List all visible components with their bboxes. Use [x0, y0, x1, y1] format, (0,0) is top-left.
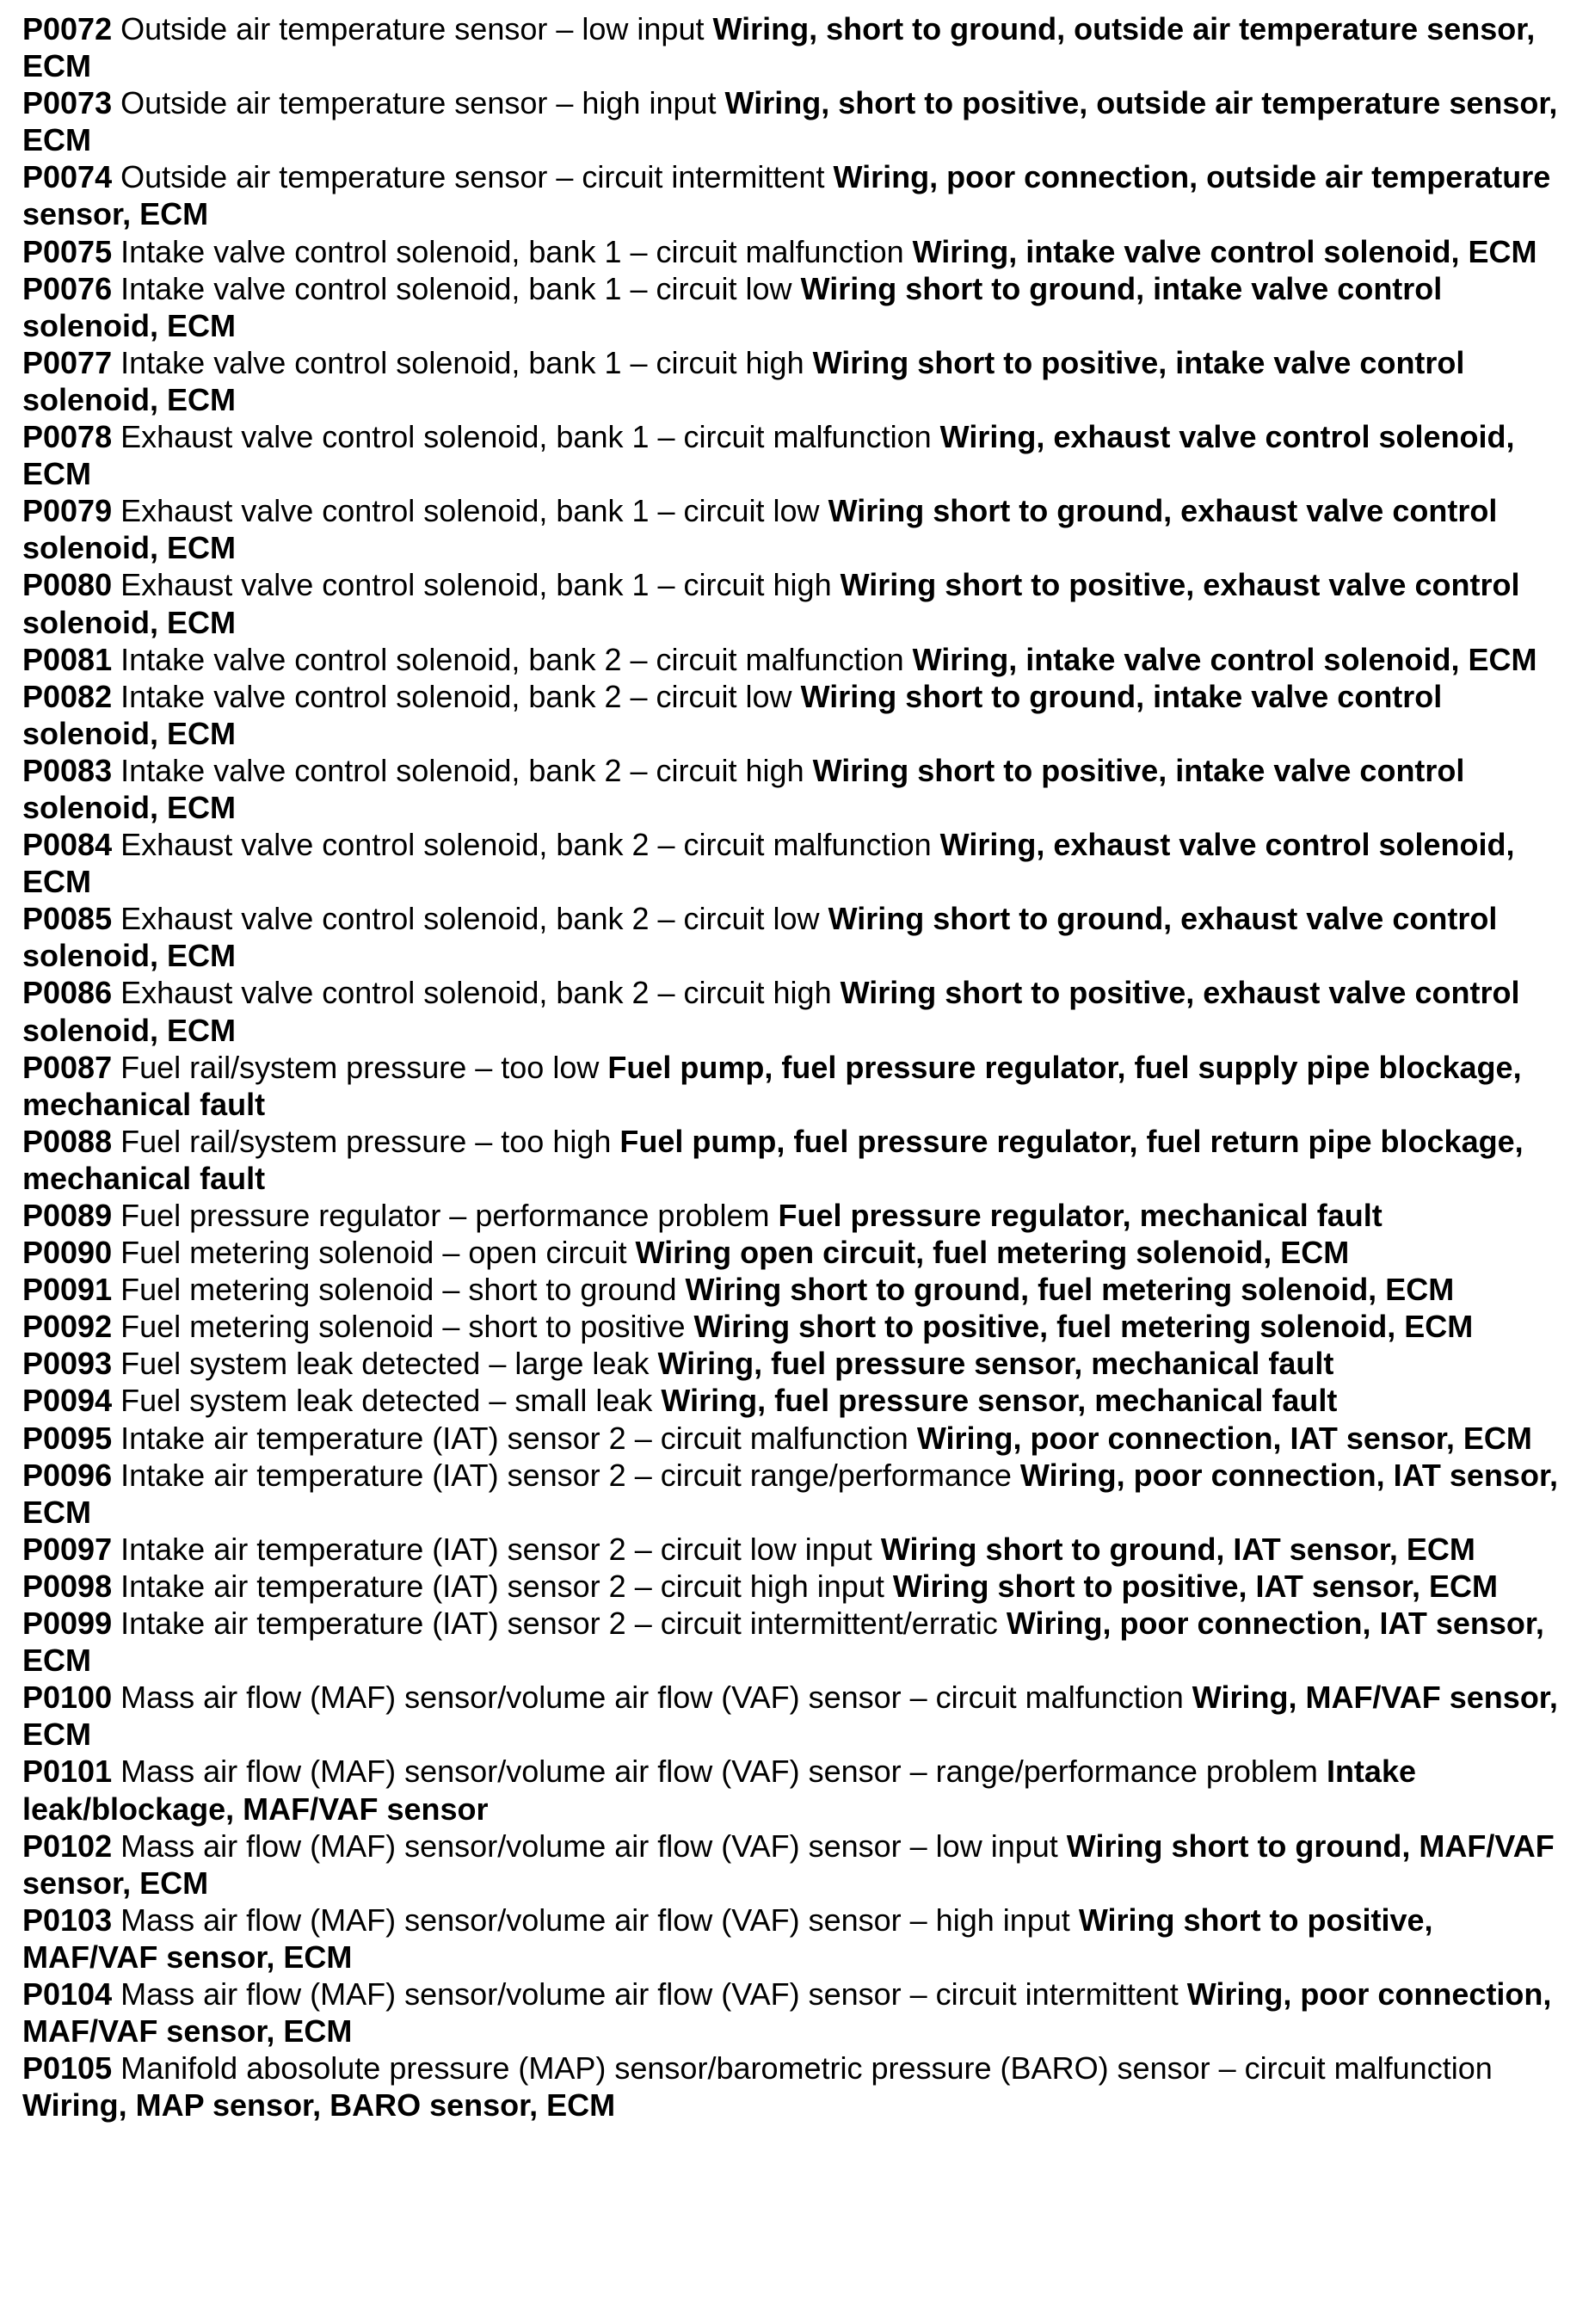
- dtc-code: P0079: [22, 493, 113, 529]
- dtc-description: Intake valve control solenoid, bank 1 – circuit malfunction: [120, 233, 904, 269]
- dtc-entry: [22, 1568, 1571, 1605]
- dtc-description: Intake valve control solenoid, bank 2 – circuit low: [120, 678, 792, 714]
- dtc-possible-causes: Wiring, poor connection, IAT sensor, ECM: [916, 1420, 1532, 1456]
- dtc-code: P0074: [22, 159, 113, 195]
- dtc-entry: [22, 270, 1571, 344]
- dtc-description: Exhaust valve control solenoid, bank 1 – circuit malfunction: [120, 419, 932, 455]
- dtc-possible-causes: Wiring, poor connection, outside air temperature sensor, ECM: [22, 159, 1551, 232]
- dtc-entry: [22, 752, 1571, 826]
- dtc-entry: [22, 1123, 1571, 1197]
- dtc-code: P0098: [22, 1568, 113, 1604]
- dtc-code: P0092: [22, 1309, 113, 1345]
- dtc-possible-causes: Wiring, exhaust valve control solenoid, ECM: [22, 827, 1515, 900]
- dtc-possible-causes: Fuel pump, fuel pressure regulator, fuel return pipe blockage,: [619, 1123, 1524, 1159]
- dtc-code: P0097: [22, 1531, 113, 1567]
- dtc-code: P0095: [22, 1420, 113, 1456]
- dtc-description: Fuel rail/system pressure – too low: [120, 1049, 600, 1085]
- dtc-description: Fuel metering solenoid – short to ground: [120, 1272, 677, 1308]
- dtc-possible-causes: Wiring, fuel pressure sensor, mechanical fault: [657, 1346, 1334, 1382]
- dtc-possible-causes: Wiring short to positive, intake valve control solenoid, ECM: [22, 752, 1465, 825]
- dtc-possible-causes: Wiring short to ground, MAF/VAF sensor, ECM: [22, 1828, 1555, 1901]
- dtc-description: Outside air temperature sensor – circuit intermittent: [120, 159, 825, 195]
- dtc-description: Fuel metering solenoid – short to positive: [120, 1309, 686, 1345]
- dtc-code: P0105: [22, 2050, 113, 2087]
- dtc-code: P0099: [22, 1606, 113, 1642]
- dtc-description: Intake valve control solenoid, bank 1 – circuit high: [120, 344, 804, 380]
- dtc-description: Mass air flow (MAF) sensor/volume air flow (VAF) sensor – high input: [120, 1902, 1070, 1938]
- dtc-description: Intake valve control solenoid, bank 2 – circuit high: [120, 752, 804, 788]
- dtc-possible-causes: Wiring, poor connection, IAT sensor, ECM: [22, 1606, 1544, 1679]
- dtc-entry: [22, 1049, 1571, 1123]
- dtc-description: Exhaust valve control solenoid, bank 1 – circuit high: [120, 567, 832, 603]
- dtc-description: Fuel system leak detected – large leak: [120, 1346, 650, 1382]
- dtc-code: P0082: [22, 678, 113, 714]
- dtc-entry: [22, 900, 1571, 974]
- dtc-possible-causes: Wiring short to positive, intake valve control solenoid, ECM: [22, 344, 1465, 417]
- dtc-description: Outside air temperature sensor – high input: [120, 85, 717, 121]
- dtc-code: P0084: [22, 827, 113, 863]
- dtc-description: Intake air temperature (IAT) sensor 2 – circuit range/performance: [120, 1457, 1012, 1493]
- dtc-code: P0104: [22, 1976, 113, 2012]
- dtc-possible-causes: Wiring short to positive, MAF/VAF sensor, ECM: [22, 1902, 1433, 1975]
- dtc-code: P0094: [22, 1383, 113, 1419]
- dtc-entry-list: [22, 10, 1585, 2124]
- dtc-entry: [22, 158, 1571, 232]
- dtc-description: Exhaust valve control solenoid, bank 2 – circuit low: [120, 901, 820, 937]
- dtc-entry: [22, 1234, 1571, 1271]
- dtc-entry: [22, 1753, 1571, 1827]
- dtc-entry: [22, 1902, 1571, 1976]
- dtc-possible-causes: Wiring, exhaust valve control solenoid, ECM: [22, 419, 1515, 492]
- dtc-code: P0087: [22, 1049, 113, 1085]
- dtc-possible-causes: Wiring, fuel pressure sensor, mechanical fault: [661, 1383, 1338, 1419]
- dtc-code: P0100: [22, 1680, 113, 1716]
- dtc-entry: [22, 492, 1571, 566]
- dtc-entry: [22, 974, 1571, 1048]
- dtc-possible-causes: Wiring short to ground, fuel metering solenoid, ECM: [685, 1272, 1455, 1308]
- dtc-possible-causes-continued: mechanical fault: [22, 1086, 266, 1122]
- dtc-possible-causes: Wiring, poor connection, MAF/VAF sensor, ECM: [22, 1976, 1552, 2050]
- dtc-possible-causes: Wiring short to positive, IAT sensor, ECM: [892, 1568, 1498, 1604]
- dtc-code: P0091: [22, 1272, 113, 1308]
- dtc-code: P0088: [22, 1123, 113, 1159]
- dtc-entry: [22, 1345, 1571, 1382]
- dtc-description: Outside air temperature sensor – low input: [120, 11, 705, 46]
- dtc-possible-causes: Intake leak/blockage, MAF/VAF sensor: [22, 1754, 1416, 1827]
- dtc-code: P0076: [22, 270, 113, 306]
- dtc-code: P0081: [22, 641, 113, 677]
- dtc-entry: [22, 1457, 1571, 1531]
- dtc-entry: [22, 566, 1571, 640]
- dtc-document: [22, 10, 1585, 2124]
- dtc-description: Intake valve control solenoid, bank 1 – circuit low: [120, 270, 792, 306]
- dtc-possible-causes: Wiring short to positive, exhaust valve control solenoid, ECM: [22, 975, 1520, 1048]
- dtc-entry: [22, 1308, 1571, 1345]
- dtc-possible-causes: Wiring, intake valve control solenoid, ECM: [912, 233, 1537, 269]
- dtc-entry: [22, 84, 1571, 158]
- dtc-entry: [22, 2050, 1571, 2124]
- dtc-possible-causes: Wiring, MAF/VAF sensor, ECM: [22, 1680, 1558, 1753]
- dtc-description: Intake valve control solenoid, bank 2 – circuit malfunction: [120, 641, 904, 677]
- dtc-possible-causes: Wiring, short to ground, outside air temperature sensor, ECM: [22, 11, 1536, 84]
- dtc-possible-causes: Fuel pressure regulator, mechanical fault: [778, 1198, 1383, 1233]
- dtc-description: Intake air temperature (IAT) sensor 2 – circuit malfunction: [120, 1420, 908, 1456]
- dtc-entry: [22, 678, 1571, 752]
- dtc-entry: [22, 1531, 1571, 1568]
- dtc-possible-causes: Wiring short to positive, fuel metering solenoid, ECM: [693, 1309, 1474, 1345]
- dtc-possible-causes: Wiring short to ground, exhaust valve control solenoid, ECM: [22, 493, 1498, 566]
- dtc-description: Mass air flow (MAF) sensor/volume air flow (VAF) sensor – circuit malfunction: [120, 1680, 1184, 1716]
- dtc-code: P0093: [22, 1346, 113, 1382]
- dtc-entry: [22, 233, 1571, 270]
- dtc-code: P0096: [22, 1457, 113, 1493]
- dtc-code: P0080: [22, 567, 113, 603]
- dtc-description: Manifold abosolute pressure (MAP) sensor/barometric pressure (BARO) sensor – circuit malfunction: [120, 2050, 1493, 2087]
- dtc-entry: [22, 1605, 1571, 1679]
- dtc-possible-causes: Wiring, short to positive, outside air temperature sensor, ECM: [22, 85, 1558, 158]
- dtc-entry: [22, 826, 1571, 900]
- dtc-code: P0086: [22, 975, 113, 1011]
- dtc-entry: [22, 1382, 1571, 1419]
- dtc-description: Intake air temperature (IAT) sensor 2 – circuit low input: [120, 1531, 872, 1567]
- dtc-code: P0075: [22, 233, 113, 269]
- dtc-possible-causes: Wiring, intake valve control solenoid, ECM: [912, 641, 1537, 677]
- dtc-description: Intake air temperature (IAT) sensor 2 – circuit intermittent/erratic: [120, 1606, 998, 1642]
- dtc-description: Fuel pressure regulator – performance problem: [120, 1198, 770, 1233]
- dtc-code: P0078: [22, 419, 113, 455]
- dtc-possible-causes: Wiring open circuit, fuel metering solenoid, ECM: [635, 1235, 1350, 1271]
- dtc-description: Fuel metering solenoid – open circuit: [120, 1235, 627, 1271]
- dtc-code: P0083: [22, 752, 113, 788]
- dtc-code: P0085: [22, 901, 113, 937]
- dtc-possible-causes: Wiring short to ground, exhaust valve control solenoid, ECM: [22, 901, 1498, 974]
- dtc-entry: [22, 10, 1571, 84]
- dtc-description: Intake air temperature (IAT) sensor 2 – circuit high input: [120, 1568, 884, 1604]
- dtc-description: Mass air flow (MAF) sensor/volume air flow (VAF) sensor – low input: [120, 1828, 1058, 1864]
- dtc-code: P0090: [22, 1235, 113, 1271]
- dtc-description: Fuel rail/system pressure – too high: [120, 1123, 612, 1159]
- dtc-description: Exhaust valve control solenoid, bank 2 – circuit high: [120, 975, 832, 1011]
- dtc-code: P0101: [22, 1754, 113, 1790]
- dtc-description: Mass air flow (MAF) sensor/volume air flow (VAF) sensor – circuit intermittent: [120, 1976, 1179, 2012]
- dtc-entry: [22, 641, 1571, 678]
- dtc-possible-causes: Wiring short to ground, intake valve control solenoid, ECM: [22, 678, 1443, 751]
- dtc-possible-causes: Wiring short to ground, IAT sensor, ECM: [880, 1531, 1475, 1567]
- dtc-description: Exhaust valve control solenoid, bank 1 – circuit low: [120, 493, 820, 529]
- dtc-entry: [22, 1197, 1571, 1234]
- dtc-code: P0077: [22, 344, 113, 380]
- dtc-code: P0089: [22, 1198, 113, 1233]
- dtc-code: P0103: [22, 1902, 113, 1938]
- dtc-code: P0072: [22, 11, 113, 46]
- dtc-entry: [22, 418, 1571, 492]
- dtc-entry: [22, 1976, 1571, 2050]
- dtc-description: Mass air flow (MAF) sensor/volume air flow (VAF) sensor – range/performance problem: [120, 1754, 1318, 1790]
- dtc-possible-causes-continued: mechanical fault: [22, 1160, 266, 1196]
- dtc-entry: [22, 1828, 1571, 1902]
- dtc-possible-causes: Wiring short to positive, exhaust valve control solenoid, ECM: [22, 567, 1520, 640]
- dtc-possible-causes: Wiring, poor connection, IAT sensor, ECM: [22, 1457, 1558, 1530]
- dtc-possible-causes: Wiring short to ground, intake valve control solenoid, ECM: [22, 270, 1443, 343]
- dtc-possible-causes: Wiring, MAP sensor, BARO sensor, ECM: [22, 2087, 616, 2124]
- dtc-description: Fuel system leak detected – small leak: [120, 1383, 653, 1419]
- dtc-code: P0073: [22, 85, 113, 121]
- dtc-code: P0102: [22, 1828, 113, 1864]
- dtc-entry: [22, 1271, 1571, 1308]
- dtc-entry: [22, 1679, 1571, 1753]
- dtc-description: Exhaust valve control solenoid, bank 2 – circuit malfunction: [120, 827, 932, 863]
- dtc-possible-causes: Fuel pump, fuel pressure regulator, fuel supply pipe blockage,: [607, 1049, 1522, 1085]
- dtc-entry: [22, 344, 1571, 418]
- dtc-entry: [22, 1420, 1571, 1457]
